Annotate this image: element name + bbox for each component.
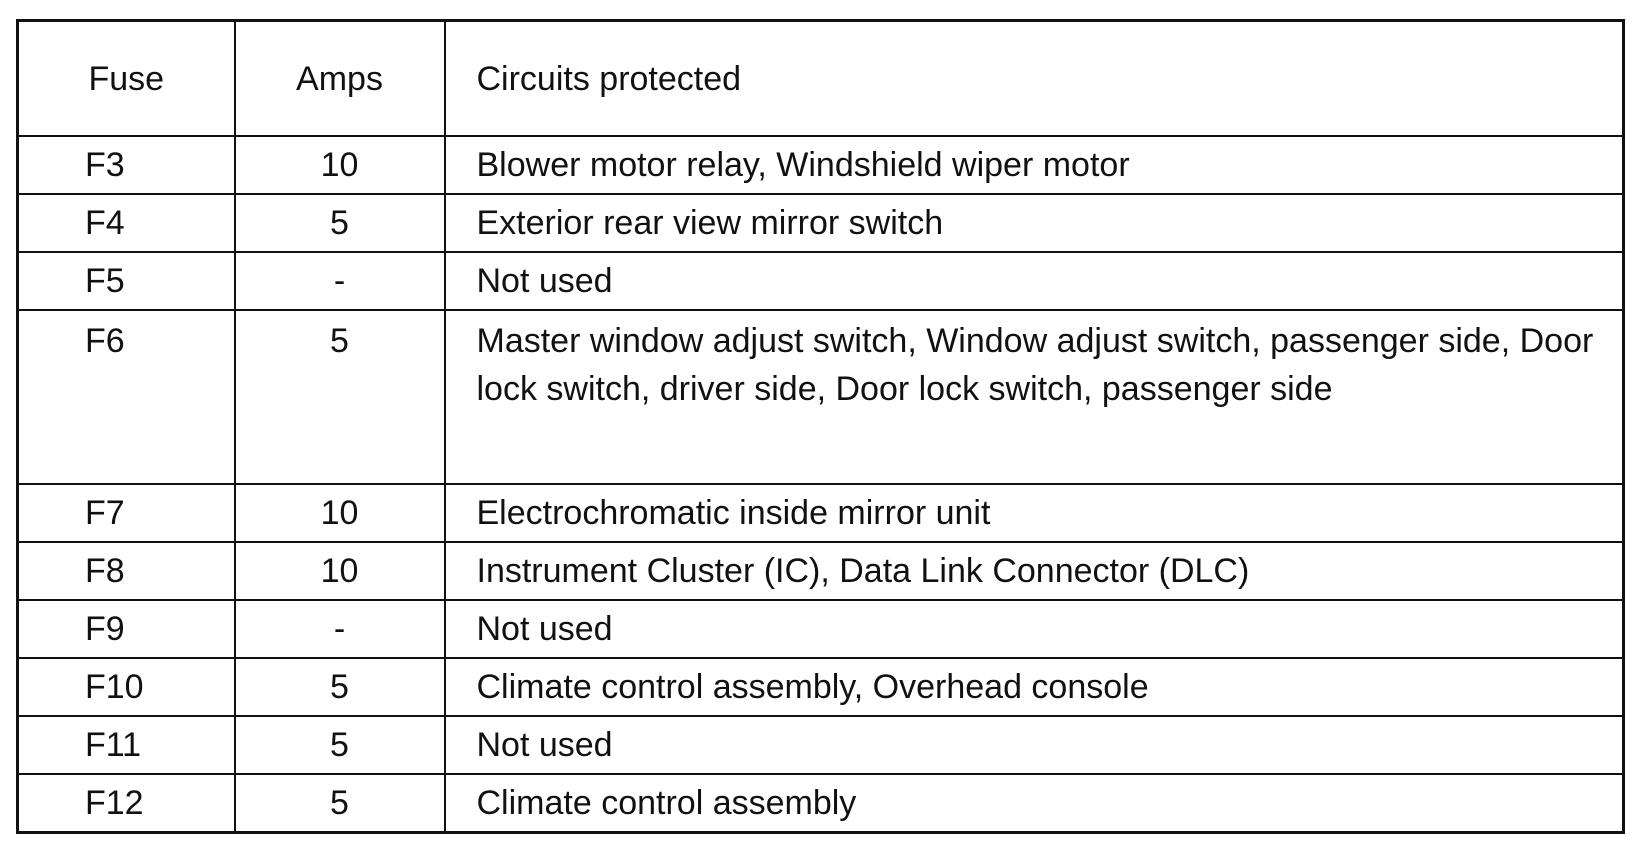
header-amps: Amps <box>235 21 445 137</box>
amps-cell: 5 <box>235 774 445 833</box>
circuits-cell: Exterior rear view mirror switch <box>445 194 1624 252</box>
fuse-cell: F6 <box>18 310 235 484</box>
fuse-cell: F9 <box>18 600 235 658</box>
table-row <box>18 542 1624 600</box>
fuse-cell: F10 <box>18 658 235 716</box>
fuse-cell: F11 <box>18 716 235 774</box>
table-row <box>18 658 1624 716</box>
table-body <box>18 136 1624 833</box>
table-row <box>18 252 1624 310</box>
amps-cell: 5 <box>235 658 445 716</box>
header-fuse: Fuse <box>18 21 235 137</box>
circuits-cell: Not used <box>445 600 1624 658</box>
fuse-cell: F8 <box>18 542 235 600</box>
fuse-table <box>16 19 1625 834</box>
circuits-cell: Electrochromatic inside mirror unit <box>445 484 1624 542</box>
amps-cell: - <box>235 252 445 310</box>
circuits-cell: Not used <box>445 252 1624 310</box>
fuse-cell: F7 <box>18 484 235 542</box>
amps-cell: 5 <box>235 716 445 774</box>
table-row <box>18 774 1624 833</box>
table-row <box>18 716 1624 774</box>
table-row <box>18 194 1624 252</box>
amps-cell: 10 <box>235 542 445 600</box>
fuse-cell: F3 <box>18 136 235 194</box>
amps-cell: 10 <box>235 136 445 194</box>
fuse-cell: F4 <box>18 194 235 252</box>
amps-cell: 5 <box>235 194 445 252</box>
header-circuits: Circuits protected <box>445 21 1624 137</box>
amps-cell: - <box>235 600 445 658</box>
amps-cell: 10 <box>235 484 445 542</box>
table-header <box>18 21 1624 137</box>
fuse-cell: F5 <box>18 252 235 310</box>
circuits-cell: Climate control assembly <box>445 774 1624 833</box>
circuits-cell: Master window adjust switch, Window adjust switch, passenger side, Door lock switch, driver side, Door lock switch, passenger side <box>445 310 1624 484</box>
table-row <box>18 136 1624 194</box>
circuits-cell: Not used <box>445 716 1624 774</box>
fuse-cell: F12 <box>18 774 235 833</box>
circuits-cell: Blower motor relay, Windshield wiper motor <box>445 136 1624 194</box>
header-row <box>18 21 1624 137</box>
table-row <box>18 484 1624 542</box>
circuits-cell: Climate control assembly, Overhead console <box>445 658 1624 716</box>
table-row <box>18 600 1624 658</box>
table-row <box>18 310 1624 484</box>
amps-cell: 5 <box>235 310 445 484</box>
circuits-cell: Instrument Cluster (IC), Data Link Connector (DLC) <box>445 542 1624 600</box>
